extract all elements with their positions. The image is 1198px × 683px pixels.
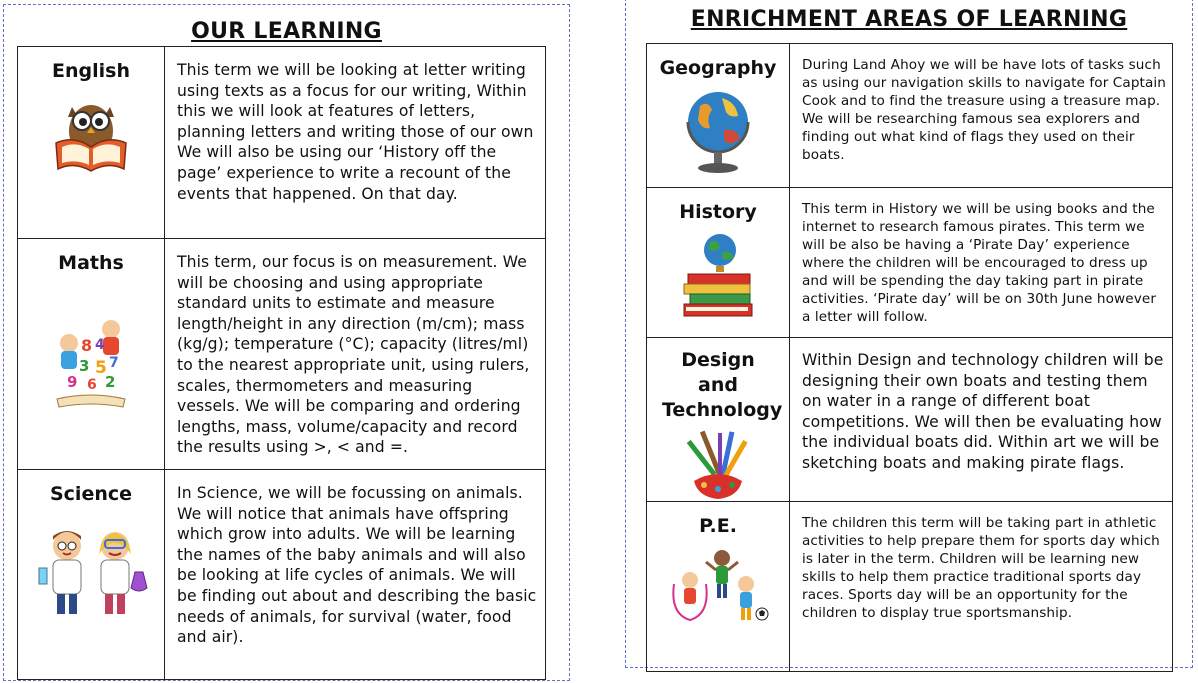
subject-description: This term in History we will be using books and the internet to research famous pirates. This term we will be also be having a ‘Pirate Day’ experience where the children will be encouraged to dress up and will be spending the day taking part in pirate activities. ‘Pirate day’ will be on 30th June however a letter will follow. xyxy=(802,201,1157,325)
svg-text:2: 2 xyxy=(105,373,116,391)
scientists-icon xyxy=(31,520,151,620)
subject-name: English xyxy=(52,60,130,82)
enrichment-title: ENRICHMENT AREAS OF LEARNING xyxy=(690,7,1128,32)
table-row xyxy=(647,502,1173,672)
subject-name: Science xyxy=(49,483,133,505)
kids-sports-icon xyxy=(666,544,770,624)
subject-description: In Science, we will be focussing on animals. We will notice that animals have offspring which grow into adults. We will be learning the names of the baby animals and will also be looking at life cycles of animals. We will be finding out about and describing the basic needs of animals, for survival (water, food and air). xyxy=(177,484,537,647)
subject-name: Geography xyxy=(659,57,777,79)
svg-text:5: 5 xyxy=(95,358,107,378)
table-row xyxy=(647,338,1173,502)
owl-reading-icon xyxy=(48,91,134,175)
numbers-children-icon xyxy=(51,315,131,411)
svg-text:4: 4 xyxy=(95,337,105,353)
subject-description: During Land Ahoy we will be have lots of tasks such as using our navigation skills to navigate for Captain Cook and to find the treasure using a treasure map. We will be researching famous sea explorers and finding out what kind of flags they used on their boats. xyxy=(802,57,1167,163)
subject-name: History xyxy=(679,201,757,223)
subject-description: This term we will be looking at letter writing using texts as a focus for our writing, Within this we will look at features of letters, planning letters and writing those of our own We will also be using our ‘History off the page’ experience to write a recount of the events that happened. On that day. xyxy=(177,61,534,203)
svg-text:8: 8 xyxy=(81,336,93,355)
table-row xyxy=(18,239,546,470)
paintbrushes-icon xyxy=(678,427,758,501)
table-row xyxy=(18,470,546,680)
table-row xyxy=(18,47,546,239)
subject-description: The children this term will be taking part in athletic activities to help prepare them for sports day which is later in the term. Children will be learning new skills to help them practice traditional sports day races. Sports day will be an opportunity for the children to display true sportsmanship. xyxy=(802,515,1160,621)
subject-name: Maths xyxy=(58,252,124,274)
table-row xyxy=(647,44,1173,188)
our-learning-table xyxy=(17,46,546,680)
subject-name: Design and Technology xyxy=(662,349,783,421)
enrichment-table xyxy=(646,43,1173,672)
subject-description: Within Design and technology children will be designing their own boats and testing them on water in a range of different boat competitions. We will then be evaluating how the individual boats did. Within art we will be sketching boats and making pirate flags. xyxy=(802,351,1164,472)
svg-text:9: 9 xyxy=(67,373,78,391)
our-learning-panel xyxy=(3,4,570,681)
globe-icon xyxy=(682,84,754,176)
our-learning-title: OUR LEARNING xyxy=(191,19,382,44)
svg-text:3: 3 xyxy=(79,357,90,375)
table-row xyxy=(647,188,1173,338)
enrichment-panel xyxy=(625,0,1193,668)
svg-text:6: 6 xyxy=(87,377,97,393)
subject-name: P.E. xyxy=(699,515,737,537)
books-globe-icon xyxy=(680,230,756,322)
subject-description: This term, our focus is on measurement. We will be choosing and using appropriate standard units to estimate and measure length/height in any direction (m/cm); mass (kg/g); temperature (°C); capacity (litres/ml) to the nearest appropriate unit, using rulers, scales, thermometers and measuring vessels. We will be comparing and ordering lengths, mass, volume/capacity and record the results using >, < and =. xyxy=(177,253,530,457)
svg-text:7: 7 xyxy=(109,355,119,371)
